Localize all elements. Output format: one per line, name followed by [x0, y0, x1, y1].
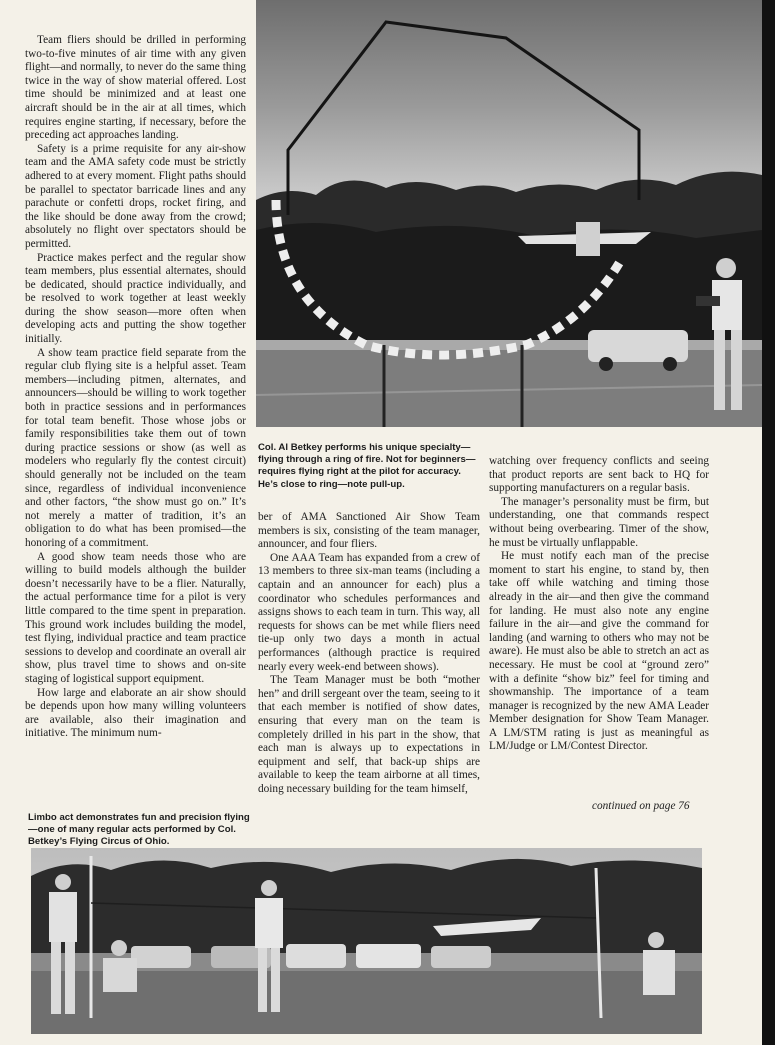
page-edge: [762, 0, 775, 1045]
paragraph: Safety is a prime requisite for any air-show team and the AMA safety code must be strictly adhered to at every moment. Flight paths should be parallel to spectator barricade lines and any parachute or confetti drops, rocket firing, and the like should be done away from the crowd; absolutely no flight over spectators should be permitted.: [25, 142, 246, 250]
paragraph: A show team practice field separate from the regular club flying site is a helpful asset. Team members—including pitmen, alternates, and announcers—should be willing to work together both in practice sessions and in performances for total team benefit. Those whose jobs or family responsibilities take them out of town during practice sessions or show (as well as modelers who regularly fly the contest circuit) should generally not be included on the team since, regardless of individual inconvenience and other factors, “the show must go on.” It’s not merely a matter of tradition, it’s an obligation to do what has been promised—the honoring of a commitment.: [25, 346, 246, 549]
paragraph: A good show team needs those who are willing to build models although the builder doesn’t necessarily have to be a flier. Naturally, the actual performance time for a pilot is very little compared to the time spent in preparation. This ground work includes building the model, test flying, individual practice and team practice sessions to develop and coordinate an overall air show, plus travel time to shows and on-site staging of logistical support equipment.: [25, 550, 246, 685]
paragraph: The manager’s personality must be firm, but understanding, one that commands respect without being overbearing. Timer of the show, he must be virtually unflappable.: [489, 495, 709, 549]
paragraph: Practice makes perfect and the regular show team members, plus essential alternates, should be dedicated, should practice individually, and be resolved to work together at least weekly during the show season—more often when developing acts and putting the show together initially.: [25, 251, 246, 346]
paragraph: watching over frequency conflicts and seeing that product reports are sent back to HQ for supporting manufacturers on a regular basis.: [489, 455, 709, 495]
paragraph: Team fliers should be drilled in performing two-to-five minutes of air time with any given flight—and normally, to never do the same thing twice in the way of show material offered. Lost time should be minimized and at least one aircraft should be in the air at all times, which requires engine starting, if necessary, before the preceding act approaches landing.: [25, 34, 246, 142]
text-column-left: [25, 34, 246, 741]
paragraph: ber of AMA Sanctioned Air Show Team members is six, consisting of the team manager, announcer, and four fliers.: [258, 511, 480, 551]
paragraph: One AAA Team has expanded from a crew of 13 members to three six-man teams (including a captain and an announcer for each) plus a coordinator who schedules performances and assigns shows to each team in turn. This way, all requests for shows can be met while fliers need tie-up only two days a month in actual performances (although practice is required nearly every week-end between shows).: [258, 551, 480, 673]
continued-note: continued on page 76: [592, 800, 690, 812]
paragraph: How large and elaborate an air show should be depends upon how many willing volunteers are available, also their imagination and initiative. The minimum num-: [25, 686, 246, 740]
ring-of-fire-photo: [256, 0, 762, 427]
photo-caption-top: Col. Al Betkey performs his unique specialty—flying through a ring of fire. Not for beginners—requires flying right at the pilot for accuracy. He’s close to ring—note pull-up.: [258, 442, 476, 490]
limbo-act-photo: [31, 848, 702, 1034]
paragraph: He must notify each man of the precise moment to start his engine, to stand by, then take off while watching and timing those already in the air—and then give the command for landing. He must also note any engine failure in the air—and give the command for landing (and warning to others who may not be aware). He must also be able to stretch an act as necessary. He must be cool at “ground zero” with a definite “show biz” feel for timing and showmanship. The importance of a team manager is recognized by the new AMA Leader Member designation for Show Team Manager. A LM/STM rating is just as meaningful as LM/Judge or LM/Contest Director.: [489, 550, 709, 753]
text-column-right: [489, 455, 709, 754]
photo-caption-bottom: Limbo act demonstrates fun and precision flying—one of many regular acts performed by Col. Betkey’s Flying Circus of Ohio.: [28, 812, 250, 848]
text-column-middle: [258, 511, 480, 796]
paragraph: The Team Manager must be both “mother hen” and drill sergeant over the team, seeing to it that each member is notified of show dates, ensuring that every man on the team is completely drilled in his part in the show, that each man is always up to expectations in equipment and self, that back-up ships are available to keep the team airborne at all times, doing necessary building for the team himself,: [258, 674, 480, 795]
